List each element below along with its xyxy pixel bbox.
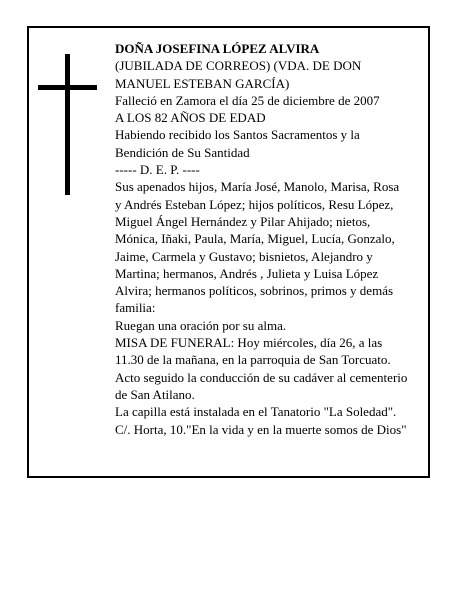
text-line: MISA DE FUNERAL: Hoy miércoles, día 26, a las bbox=[115, 335, 383, 351]
text-line: Sus apenados hijos, María José, Manolo, Marisa, Rosa bbox=[115, 179, 400, 195]
cross-vertical-bar bbox=[65, 54, 70, 195]
text-line: Miguel Ángel Hernández y Pilar Ahijado; nietos, bbox=[115, 213, 371, 229]
text-line: C/. Horta, 10."En la vida y en la muerte somos de Dios" bbox=[115, 421, 407, 437]
text-line: ----- D. E. P. ---- bbox=[115, 162, 200, 178]
text-line: familia: bbox=[115, 300, 156, 316]
text-line: Bendición de Su Santidad bbox=[115, 144, 250, 160]
deceased-name: DOÑA JOSEFINA LÓPEZ ALVIRA bbox=[115, 41, 320, 56]
text-line: Martina; hermanos, Andrés , Julieta y Luisa López bbox=[115, 265, 379, 281]
text-line: Jaime, Carmela y Gustavo; bisnietos, Alejandro y bbox=[115, 248, 373, 264]
obituary-text bbox=[115, 40, 425, 438]
text-line: A LOS 82 AÑOS DE EDAD bbox=[115, 110, 266, 126]
text-line: de San Atilano. bbox=[115, 386, 195, 402]
text-line: Falleció en Zamora el día 25 de diciembre de 2007 bbox=[115, 92, 380, 108]
text-line: Alvira; hermanos políticos, sobrinos, primos y demás bbox=[115, 283, 394, 299]
text-line: (JUBILADA DE CORREOS) (VDA. DE DON bbox=[115, 58, 362, 74]
text-line: Habiendo recibido los Santos Sacramentos y la bbox=[115, 127, 360, 143]
text-line: La capilla está instalada en el Tanatorio "La Soledad". bbox=[115, 404, 397, 420]
text-line: Acto seguido la conducción de su cadáver al cementerio bbox=[115, 369, 408, 385]
text-line: y Andrés Esteban López; hijos políticos, Resu López, bbox=[115, 196, 394, 212]
text-line: MANUEL ESTEBAN GARCÍA) bbox=[115, 75, 290, 91]
text-line: 11.30 de la mañana, en la parroquia de San Torcuato. bbox=[115, 352, 391, 368]
text-line: Ruegan una oración por su alma. bbox=[115, 317, 287, 333]
text-line: Mónica, Iñaki, Paula, María, Miguel, Lucía, Gonzalo, bbox=[115, 231, 395, 247]
cross-horizontal-bar bbox=[38, 85, 97, 90]
